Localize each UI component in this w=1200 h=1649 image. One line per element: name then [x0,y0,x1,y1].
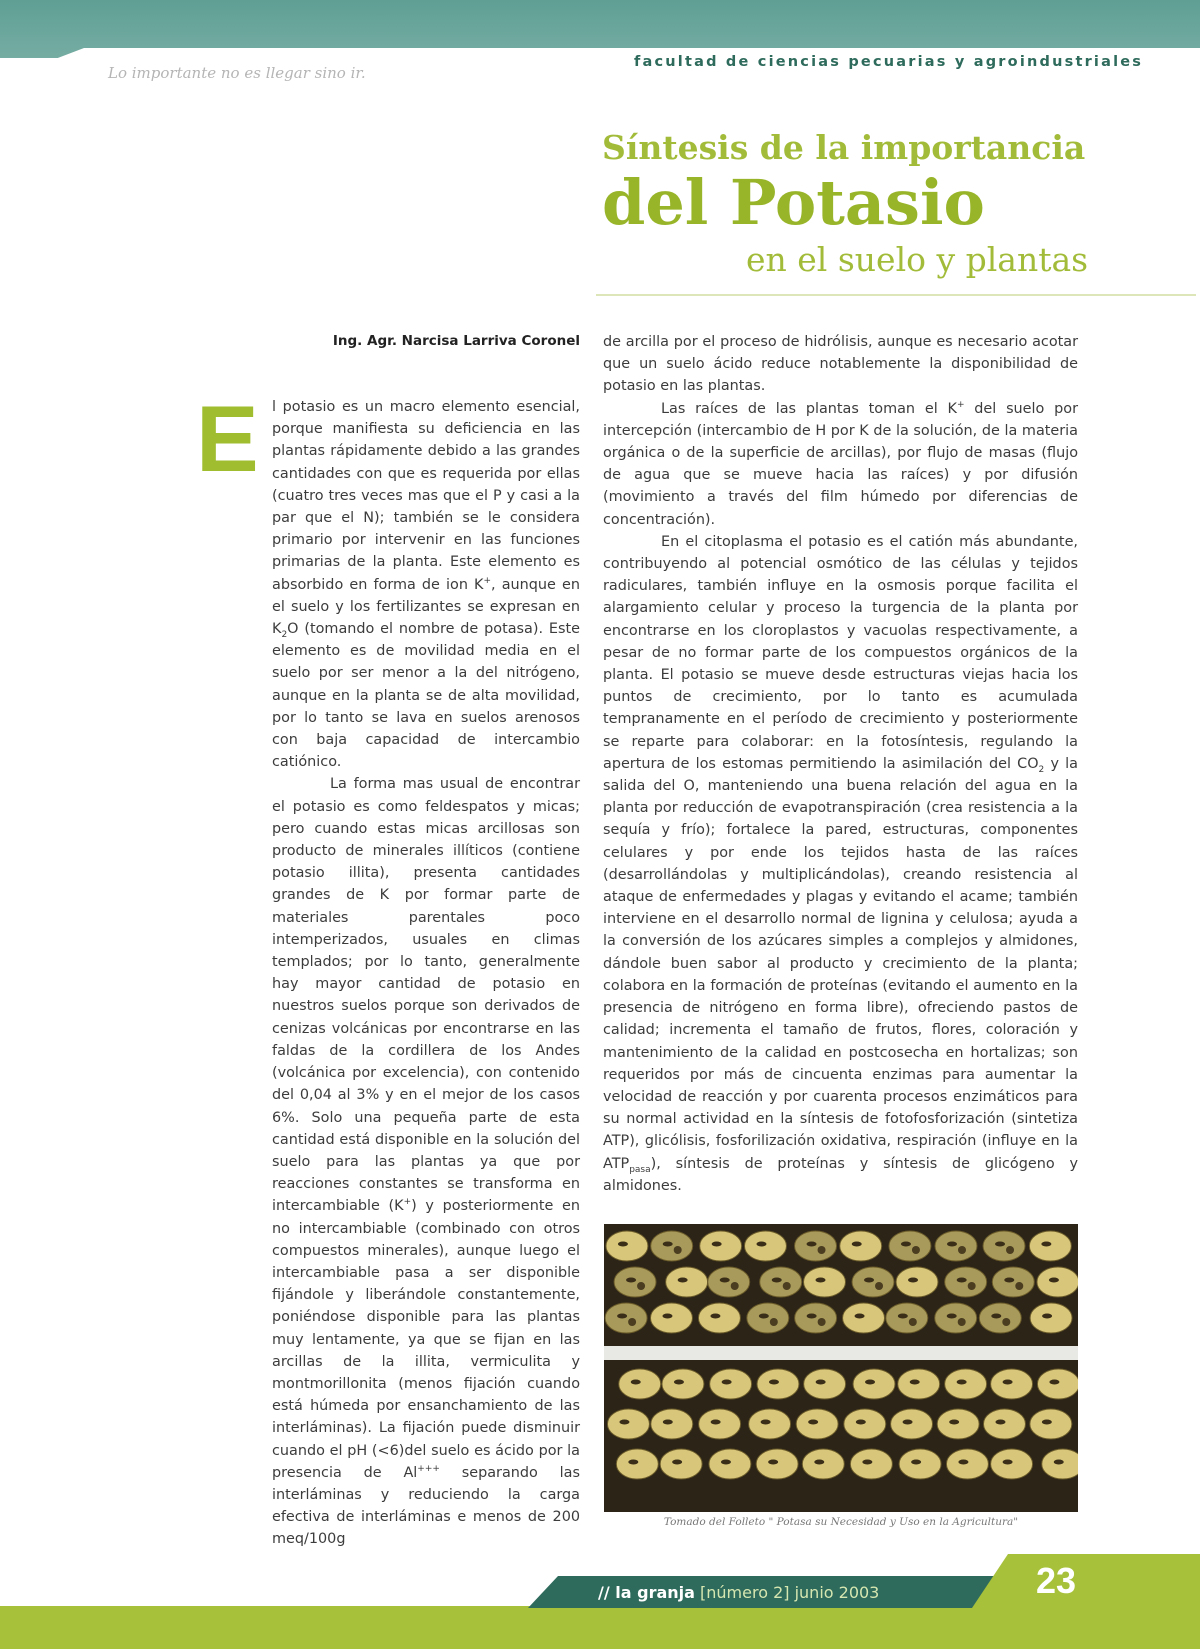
soybean-seed [666,1267,708,1297]
seed-spot [875,1282,883,1290]
seed-hilum [674,1380,684,1385]
title-line-2: del Potasio [602,166,985,239]
soybean-seed [710,1369,752,1399]
seed-hilum [711,1420,721,1425]
seed-hilum [901,1242,911,1247]
seed-spot [731,1282,739,1290]
soybean-seed [935,1303,977,1333]
seed-spot [1015,1282,1023,1290]
soybean-seed [804,1267,846,1297]
seed-hilum [1041,1242,1051,1247]
seed-hilum [903,1420,913,1425]
paragraph: de arcilla por el proceso de hidrólisis, aunque es necesario acotar que un suelo ácido reduce notablemente la disponibilidad de potasio en las plantas. [603,334,1078,395]
seed-hilum [628,1460,638,1465]
seed-hilum [808,1420,818,1425]
seed-spot [783,1282,791,1290]
soybean-seed [1030,1409,1072,1439]
soybean-seed [607,1409,649,1439]
seed-hilum [814,1460,824,1465]
soybean-seed [991,1369,1033,1399]
soybean-seed [795,1231,837,1261]
seed-hilum [807,1314,817,1319]
seed-hilum [678,1278,688,1283]
seed-hilum [910,1380,920,1385]
soybean-seed [946,1449,988,1479]
seed-hilum [1003,1380,1013,1385]
soybean-seed [1037,1267,1078,1297]
seed-spot [912,1246,920,1254]
seed-hilum [1054,1460,1064,1465]
soybean-seed [804,1369,846,1399]
seed-hilum [957,1278,967,1283]
seed-hilum [672,1460,682,1465]
seed-spot [770,1318,778,1326]
soybean-seed [840,1231,882,1261]
soybean-seed [619,1369,661,1399]
seed-hilum [1003,1460,1013,1465]
footer-magazine: // la granja [598,1583,695,1602]
soybean-seed [700,1231,742,1261]
footer-issue: [número 2] [700,1583,790,1602]
soybean-seed [886,1303,928,1333]
seed-spot [1002,1318,1010,1326]
seed-hilum [947,1314,957,1319]
seed-hilum [712,1242,722,1247]
soybean-seed [650,1303,692,1333]
seed-spot [818,1246,826,1254]
seed-hilum [1049,1380,1059,1385]
seed-hilum [626,1278,636,1283]
soybean-seed [757,1369,799,1399]
seed-hilum [864,1278,874,1283]
seed-hilum [816,1278,826,1283]
soybean-seed [760,1267,802,1297]
soybean-seed [889,1231,931,1261]
soybean-seed [1029,1231,1071,1261]
paragraph: l potasio es un macro elemento esencial, porque manifiesta su deficiencia en las plantas rápidamente debido a las grandes cantidades con que es requerida por ellas (cuatro tres veces mas que el P y casi a la par que el N); también se le considera primario por intervenir en las funciones primarias de la planta. Este elemento es absorbido en forma de ion K+, aunque en el suelo y los fertilizantes se expresan en $K_2O$ (tomando el nombre de potasa). Este elemento es de movilidad media en el suelo por ser menor a la del nitrógeno, aunque en la planta se de alta movilidad, por lo tanto se lava en suelos arenosos con baja capacidad de intercambio catiónico. [272,399,580,771]
seed-hilum [720,1278,730,1283]
soybean-seed [852,1267,894,1297]
seed-hilum [911,1460,921,1465]
title-divider [596,294,1196,296]
soybean-seed [896,1267,938,1297]
soybean-seed [749,1409,791,1439]
article-column-right [603,331,1078,1197]
soybean-seed [899,1449,941,1479]
seed-hilum [995,1420,1005,1425]
soybean-seed [698,1303,740,1333]
soybean-seed [992,1267,1034,1297]
soybean-seed [662,1369,704,1399]
seed-hilum [756,1242,766,1247]
seed-hilum [768,1460,778,1465]
seed-hilum [995,1242,1005,1247]
soybean-seed [651,1231,693,1261]
page-number: 23 [1036,1560,1077,1601]
soybean-seed [795,1303,837,1333]
soybean-seed [1037,1369,1078,1399]
seed-hilum [957,1380,967,1385]
seed-hilum [662,1314,672,1319]
soybean-seed [651,1409,693,1439]
soybean-seed [606,1231,648,1261]
seed-hilum [807,1242,817,1247]
soybean-seed [853,1369,895,1399]
seed-hilum [855,1314,865,1319]
seed-hilum [710,1314,720,1319]
soybean-seeds-image [604,1224,1078,1512]
seed-hilum [852,1242,862,1247]
seed-spot [674,1246,682,1254]
seed-hilum [759,1314,769,1319]
seed-hilum [856,1420,866,1425]
figure-caption: Tomado del Folleto " Potasa su Necesidad y Uso en la Agricultura" [663,1516,1019,1528]
header-motto: Lo importante no es llegar sino ir. [108,64,366,82]
article-column-left [272,396,580,1551]
soybean-seed [891,1409,933,1439]
seed-hilum [908,1278,918,1283]
author-byline: Ing. Agr. Narcisa Larriva Coronel [332,333,580,349]
soybean-seed [708,1267,750,1297]
soybean-seed [983,1231,1025,1261]
soybean-seed [614,1267,656,1297]
soybean-seed [945,1369,987,1399]
soybean-seed [802,1449,844,1479]
soybean-seed [844,1409,886,1439]
soybean-photo [604,1224,1078,1512]
soybean-seed [756,1449,798,1479]
seed-hilum [862,1460,872,1465]
seed-hilum [816,1380,826,1385]
seed-hilum [617,1314,627,1319]
soybean-seed [898,1369,940,1399]
soybean-seed [935,1231,977,1261]
seed-hilum [722,1380,732,1385]
seed-spot [1006,1246,1014,1254]
paragraph: En el citoplasma el potasio es el catión más abundante, contribuyendo al potencial osmótico de las células y tejidos radiculares, también influye en la osmosis porque facilita el alargamiento celular y proceso la turgencia de la planta por encontrarse en los cloroplastos y vacuolas respectivamente, a pesar de no formar parte de los compuestos orgánicos de la planta. El potasio se mueve desde estructuras viejas hacia los puntos de crecimiento, por lo tanto es acumulada tempranamente en el período de crecimiento y posteriormente se reparte para colaborar: en la fotosíntesis, regulando la apertura de los estomas permitiendo la asimilación del $CO_2$ y la salida del O, manteniendo una buena relación del agua en la planta por reducción de evapotranspiración (crea resistencia a la sequía y frío); fortalece la pared, estructuras, componentes celulares y por ende los tejidos hasta de las raíces (desarrollándolas y multiplicándolas), creando resistencia al ataque de enfermedades y plagas y evitando el acame; también interviene en el desarrollo normal de lignina y celulosa; ayuda a la conversión de los azúcares simples a complejos y almidones, dándole buen sabor al producto y crecimiento de la planta; colabora en la formación de proteínas (evitando el aumento en la presencia de nitrógeno en forma libre), ofreciendo pastos de calidad; incrementa el tamaño de frutos, flores, coloración y mantenimiento de la calidad en postcosecha en hortalizas; son requeridos por más de cincuenta enzimas para aumentar la velocidad de reacción y por cuarenta procesos enzimáticos para su normal actividad en la síntesis de fotofosforización (sintetiza ATP), glicólisis, fosforilización oxidativa, respiración (influye en la $ATP_{pasa}$), síntesis de proteínas y síntesis de glicógeno y almidones. [603,533,1078,1194]
seed-hilum [991,1314,1001,1319]
seed-spot [958,1246,966,1254]
soybean-seed [850,1449,892,1479]
seed-hilum [947,1242,957,1247]
seed-hilum [769,1380,779,1385]
seed-spot [958,1318,966,1326]
soybean-seed [983,1409,1025,1439]
soybean-seed [709,1449,751,1479]
seed-spot [968,1282,976,1290]
seed-hilum [949,1420,959,1425]
footer-date: junio 2003 [794,1583,880,1602]
seed-spot [628,1318,636,1326]
page-number-tab [968,1554,1200,1614]
soybean-seed [937,1409,979,1439]
seed-hilum [1004,1278,1014,1283]
seed-hilum [898,1314,908,1319]
seed-hilum [761,1420,771,1425]
soybean-seed [843,1303,885,1333]
soybean-seed [796,1409,838,1439]
seed-hilum [618,1242,628,1247]
paragraph: La forma mas usual de encontrar el potasio es como feldespatos y micas; pero cuando estas micas arcillosas son producto de minerales illíticos (contiene potasio illita), presenta cantidades grandes de K por formar parte de materiales parentales poco intemperizados, usuales en climas templados; por lo tanto, generalmente hay mayor cantidad de potasio en nuestros suelos porque son derivados de cenizas volcánicas por encontrarse en las faldas de la cordillera de los Andes (volcánica por excelencia), con contenido del 0,04 al 3% y en el mejor de los casos 6%. Solo una pequeña parte de esta cantidad está disponible en la solución del suelo para las plantas ya que por reacciones constantes se transforma en intercambiable (K+) y posteriormente en no intercambiable (combinado con otros compuestos minerales), aunque luego el intercambiable pasa a ser disponible fijándole y liberándole constantemente, poniéndose disponible para las plantas muy lentamente, ya que se fijan en las arcillas de la illita, vermiculita y montmorillonita (menos fijación cuando está húmeda por ensanchamiento de las interláminas). La fijación puede disminuir cuando el pH (<6)del suelo es ácido por la presencia de Al+++ separando las interláminas y reduciendo la carga efectiva de interláminas e menos de 200 meq/100g [272,776,580,1548]
seed-hilum [721,1460,731,1465]
soybean-seed [945,1267,987,1297]
header-faculty: facultad de ciencias pecuarias y agroindustriales [634,54,1144,70]
soybean-seed [747,1303,789,1333]
title-line-1: Síntesis de la importancia [602,128,1086,167]
seed-hilum [865,1380,875,1385]
soybean-seed [660,1449,702,1479]
seed-spot [909,1318,917,1326]
drop-cap: E [196,386,259,491]
seed-hilum [1049,1278,1059,1283]
seed-hilum [619,1420,629,1425]
soybean-seed [1030,1303,1072,1333]
footer-publication [598,1583,879,1602]
soybean-seed [979,1303,1021,1333]
seed-hilum [663,1420,673,1425]
seed-hilum [772,1278,782,1283]
title-line-3: en el suelo y plantas [746,240,1089,279]
soybean-seed [991,1449,1033,1479]
paragraph: Las raíces de las plantas toman el K+ del suelo por intercepción (intercambio de H por K de la solución, de la materia orgánica o de la superficie de arcillas), por flujo de masas (flujo de agua que se mueve hacia las raíces) y por difusión (movimiento a través del film húmedo por diferencias de concentración). [603,399,1078,528]
seed-hilum [1042,1314,1052,1319]
seed-hilum [663,1242,673,1247]
soybean-seed [699,1409,741,1439]
seed-hilum [631,1380,641,1385]
seed-spot [818,1318,826,1326]
seed-hilum [1042,1420,1052,1425]
seed-hilum [958,1460,968,1465]
soybean-seed [605,1303,647,1333]
seed-spot [637,1282,645,1290]
soybean-seed [616,1449,658,1479]
soybean-seed [744,1231,786,1261]
